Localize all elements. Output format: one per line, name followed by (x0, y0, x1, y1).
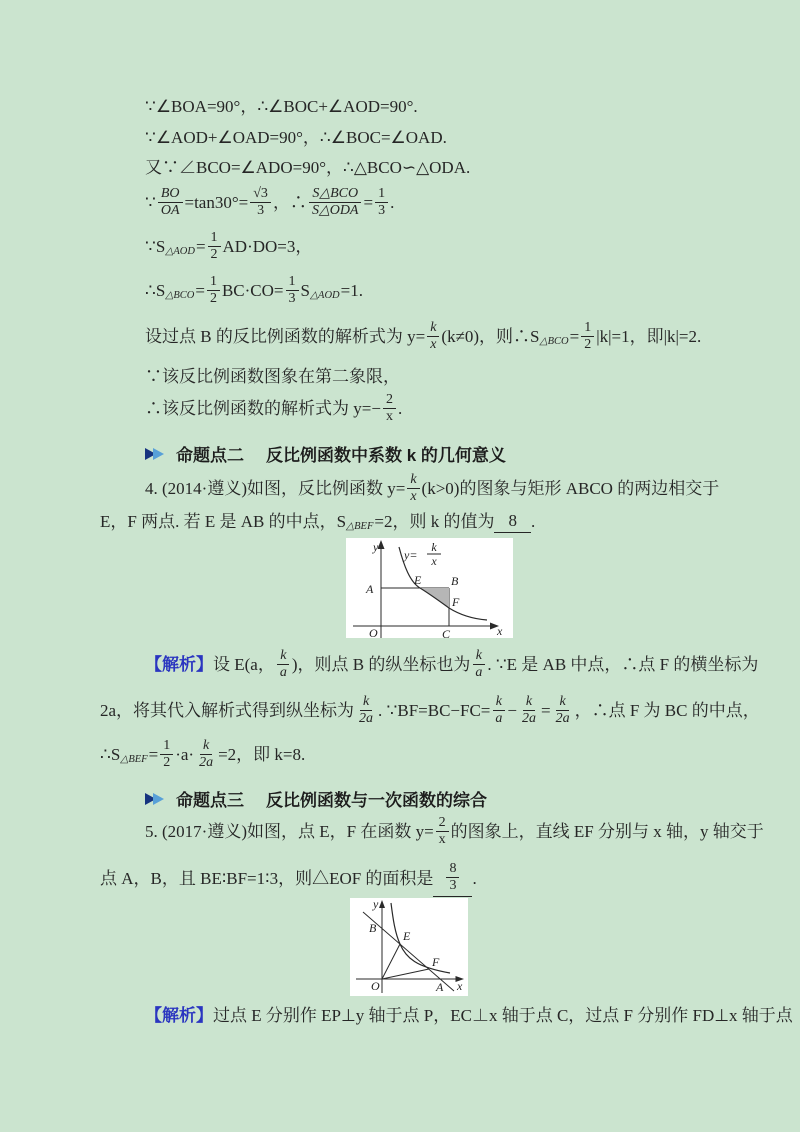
answer-blank (433, 860, 472, 897)
fraction-numerator: k (427, 320, 439, 337)
problem5-line-2 (100, 860, 477, 897)
solution-text: 设 E(a， (213, 654, 275, 674)
y-axis-label: y (373, 540, 379, 554)
math-text: =1. (340, 280, 363, 300)
math-text: = (363, 192, 374, 212)
fraction-numerator: k (277, 648, 289, 665)
solution-text: . ∵E 是 AB 中点，∴点 F 的横坐标为 (487, 654, 759, 674)
curve-equation-denominator: x (431, 554, 437, 568)
fraction (375, 186, 388, 219)
proof-line-4 (145, 186, 394, 219)
section-title: 反比例函数中系数 k 的几何意义 (266, 446, 506, 465)
point-F-label: F (452, 595, 460, 609)
problem-text: E，F 两点. 若 E 是 AB 的中点，S (100, 511, 347, 531)
math-text: 设过点 B 的反比例函数的解析式为 y= (145, 326, 426, 346)
math-text: = (195, 236, 206, 256)
problem4-line-2 (100, 510, 535, 533)
fraction (250, 186, 271, 219)
point-A-label: A (366, 582, 374, 596)
fraction-denominator: 2a (359, 711, 374, 727)
math-text: (k≠0)，则∴S (441, 326, 540, 346)
fraction-denominator: x (430, 337, 437, 353)
fraction-denominator: 3 (288, 291, 296, 307)
problem-text: . (472, 868, 477, 888)
section-arrow-icon (153, 448, 164, 460)
solution-text: ，∴点 F 为 BC 的中点， (574, 700, 760, 720)
subscript: △BCO (539, 335, 569, 347)
section-title: 反比例函数与一次函数的综合 (266, 791, 487, 810)
problem-text: 5. (2017·遵义)如图，点 E，F 在函数 y= (145, 821, 434, 841)
proof-line-2 (145, 127, 447, 149)
math-text: = (195, 280, 205, 300)
fraction-numerator: √3 (250, 186, 271, 203)
section-header-2 (145, 441, 506, 466)
fraction-denominator: 2 (209, 291, 217, 307)
math-text: BC·CO= (221, 280, 284, 300)
fraction-numerator: 1 (160, 738, 173, 755)
fraction-numerator: k (360, 694, 372, 711)
fraction (436, 815, 449, 848)
fraction-denominator: OA (160, 203, 180, 219)
math-text: S (300, 280, 310, 300)
point-B-label: B (451, 574, 459, 588)
math-text: ∴S (145, 280, 166, 300)
solution-text: )，则点 B 的纵坐标也为 (291, 654, 471, 674)
math-text: =tan30°= (184, 192, 249, 212)
solution-text: = (540, 700, 551, 720)
fraction-numerator: k (473, 648, 485, 665)
origin-label: O (371, 979, 380, 993)
hyperbola-rectangle-diagram (346, 538, 513, 638)
fraction-numerator: 8 (446, 861, 459, 878)
fraction (196, 738, 216, 771)
fraction-denominator: x (410, 489, 417, 505)
point-A-label: A (436, 980, 444, 994)
math-text: ∴该反比例函数的解析式为 y=− (145, 398, 381, 418)
fraction-numerator: S△BCO (309, 186, 361, 203)
solution-text: − (507, 700, 517, 720)
fraction (208, 230, 221, 263)
subscript: △BEF (120, 753, 148, 765)
fraction-numerator: 1 (581, 320, 594, 337)
math-text: . (397, 398, 403, 418)
fraction (472, 648, 485, 681)
fraction-numerator: k (523, 694, 535, 711)
answer-blank: 8 (494, 510, 531, 533)
fraction (356, 694, 376, 727)
fraction-denominator: 2a (521, 711, 536, 727)
x-axis-label: x (457, 979, 463, 993)
fraction-numerator: 2 (383, 392, 396, 409)
fraction (553, 694, 573, 727)
point-B-label: B (369, 921, 377, 935)
problem4-line-1 (145, 472, 719, 505)
fraction-numerator: 1 (375, 186, 388, 203)
math-text: . (390, 192, 395, 212)
problem4-figure (346, 538, 513, 638)
fraction-denominator: 3 (378, 203, 386, 219)
fraction-numerator: k (200, 738, 212, 755)
analysis-tag: 【解析】 (145, 654, 213, 674)
fraction (407, 472, 419, 505)
fraction-numerator: 1 (286, 274, 299, 291)
fraction-denominator: a (495, 711, 503, 727)
proof-line-9 (145, 392, 402, 425)
math-text: ∵ (145, 192, 156, 212)
problem5-line-1 (145, 815, 764, 848)
point-C-label: C (442, 627, 451, 638)
problem-text: (k>0)的图象与矩形 ABCO 的两边相交于 (421, 478, 720, 498)
fraction-denominator: 2a (555, 711, 570, 727)
proof-line-8 (145, 366, 400, 388)
problem5-figure (350, 898, 468, 996)
fraction-denominator: S△ODA (311, 203, 359, 219)
solution4-line-2 (100, 694, 760, 727)
fraction-denominator: x (438, 832, 446, 848)
subscript: △AOD (165, 245, 195, 257)
fraction (309, 186, 362, 219)
fraction (207, 274, 220, 307)
section-number: 命题点二 (176, 446, 244, 465)
analysis-tag: 【解析】 (145, 1006, 213, 1025)
math-text: ∵S (145, 236, 166, 256)
fraction (519, 694, 539, 727)
math-text: ∵该反比例函数图象在第二象限， (145, 367, 400, 386)
solution4-line-1 (145, 648, 758, 681)
math-text: 又∵∠BCO=∠ADO=90°，∴△BCO∽△ODA. (145, 158, 471, 177)
fraction-numerator: 1 (207, 274, 220, 291)
fraction (158, 186, 183, 219)
fraction (492, 694, 505, 727)
math-text: ∵∠AOD+∠OAD=90°，∴∠BOC=∠OAD. (145, 128, 447, 147)
solution-text: 过点 E 分别作 EP⊥y 轴于点 P，EC⊥x 轴于点 C，过点 F 分别作 FD⊥x 轴于点 (213, 1006, 793, 1025)
point-F-label: F (432, 955, 440, 969)
proof-line-7 (145, 320, 701, 353)
fraction (160, 738, 173, 771)
curve-equation-prefix: y= (404, 548, 418, 562)
point-E-label: E (403, 929, 411, 943)
fraction-denominator: 3 (449, 878, 457, 894)
fraction-numerator: k (407, 472, 419, 489)
fraction (427, 320, 439, 353)
proof-line-3 (145, 157, 470, 179)
problem-text: 4. (2014·遵义)如图，反比例函数 y= (145, 478, 406, 498)
proof-line-1 (145, 96, 418, 118)
problem-text: 点 A，B，且 BE∶BF=1∶3，则△EOF 的面积是 (100, 868, 434, 888)
fraction (581, 320, 594, 353)
section-header-3 (145, 786, 487, 811)
fraction-numerator: k (493, 694, 505, 711)
fraction-denominator: a (279, 665, 287, 681)
fraction-denominator: 2 (210, 247, 218, 263)
fraction (446, 861, 459, 894)
x-axis-label: x (497, 624, 503, 638)
fraction-denominator: x (385, 409, 393, 425)
curve-equation-numerator: k (431, 540, 437, 554)
fraction-numerator: BO (158, 186, 183, 203)
math-text: = (569, 326, 580, 346)
math-text: AD·DO=3， (222, 236, 313, 256)
fraction-denominator: 2a (199, 755, 214, 771)
section-arrow-icon (153, 793, 164, 805)
solution-text: 2a，将其代入解析式得到纵坐标为 (100, 700, 355, 720)
solution-text: =2，即 k=8. (218, 744, 306, 764)
proof-line-5 (145, 230, 312, 263)
fraction-denominator: 3 (257, 203, 265, 219)
fraction-numerator: k (556, 694, 568, 711)
problem-text: . (530, 511, 536, 531)
problem-text: =2，则 k 的值为 (374, 511, 495, 531)
fraction (286, 274, 299, 307)
hyperbola-line-diagram (350, 898, 468, 996)
fraction-numerator: 1 (208, 230, 221, 247)
solution-text: ∴S (100, 744, 121, 764)
fraction (383, 392, 396, 425)
solution4-line-3 (100, 738, 305, 771)
solution5-line-1 (145, 1005, 793, 1027)
solution-text: ·a· (175, 744, 195, 764)
figure-background (350, 898, 468, 996)
fraction-denominator: 2 (163, 755, 171, 771)
solution-text: = (148, 744, 159, 764)
point-E-label: E (414, 573, 422, 587)
fraction (277, 648, 290, 681)
subscript: △BEF (346, 520, 374, 532)
subscript: △BCO (165, 289, 195, 301)
fraction-denominator: a (475, 665, 483, 681)
problem-text: 的图象上，直线 EF 分别与 x 轴，y 轴交于 (450, 821, 764, 841)
fraction-denominator: 2 (584, 337, 592, 353)
math-text: ，∴ (272, 192, 307, 212)
y-axis-label: y (373, 898, 379, 911)
subscript: △AOD (309, 289, 340, 301)
fraction-numerator: 2 (436, 815, 449, 832)
origin-label: O (369, 626, 378, 638)
math-text: ∵∠BOA=90°，∴∠BOC+∠AOD=90°. (145, 97, 418, 116)
section-number: 命题点三 (176, 791, 244, 810)
math-text: |k|=1，即|k|=2. (596, 326, 702, 346)
proof-line-6 (145, 274, 363, 307)
solution-text: . ∵BF=BC−FC= (378, 700, 491, 720)
